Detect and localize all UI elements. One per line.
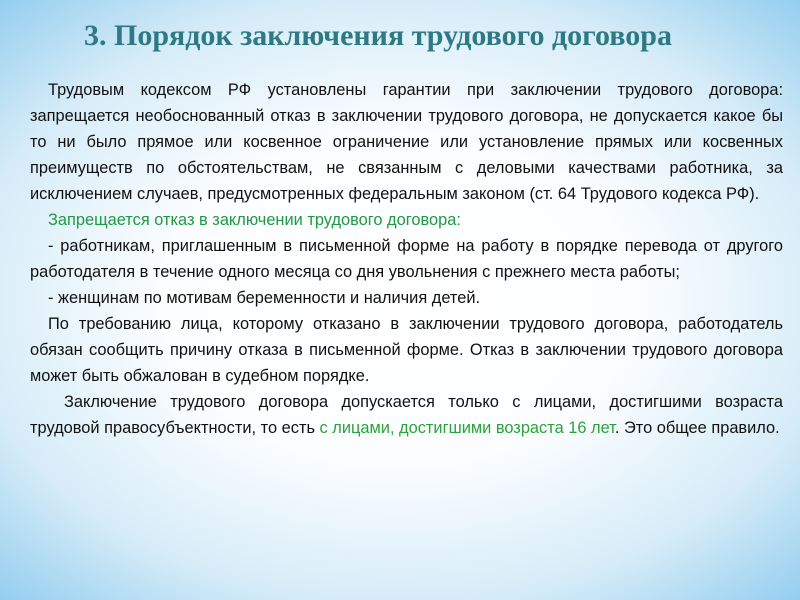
paragraph-transferred-workers: - работникам, приглашенным в письменной форме на работу в порядке перевода от другого работодателя в течение одного месяца со дня увольнения с прежнего места работы; xyxy=(30,237,783,281)
age-rule-ending: . Это общее правило. xyxy=(614,419,780,437)
slide-title: 3. Порядок заключения трудового договора xyxy=(84,19,672,52)
paragraph-guarantees: Трудовым кодексом РФ установлены гарантии при заключении трудового договора: запрещается необоснованный отказ в заключении трудового договора, не допускается какое бы то ни было прямое или косвенное ограничение или установление прямых или косвенных преимуществ по обстоятельствам, не связанным с деловыми качествами работника, за исключением случаев, предусмотренных федеральным законом (ст. 64 Трудового кодекса РФ). xyxy=(30,81,783,203)
age-rule-text: Заключение трудового договора допускается только с лицами, достигшими возраста трудовой правосубъектности, то есть xyxy=(30,393,783,437)
age-rule-highlight: с лицами, достигшими возраста 16 лет xyxy=(319,419,615,437)
paragraph-prohibition-heading: Запрещается отказ в заключении трудового договора: xyxy=(48,211,461,229)
paragraph-age-rule xyxy=(30,389,783,441)
paragraph-women: - женщинам по мотивам беременности и наличия детей. xyxy=(48,289,481,307)
slide-content xyxy=(30,77,783,441)
paragraph-refusal-reason: По требованию лица, которому отказано в заключении трудового договора, работодатель обязан сообщить причину отказа в письменной форме. Отказ в заключении трудового договора может быть обжалован в судебном порядке. xyxy=(30,315,783,385)
